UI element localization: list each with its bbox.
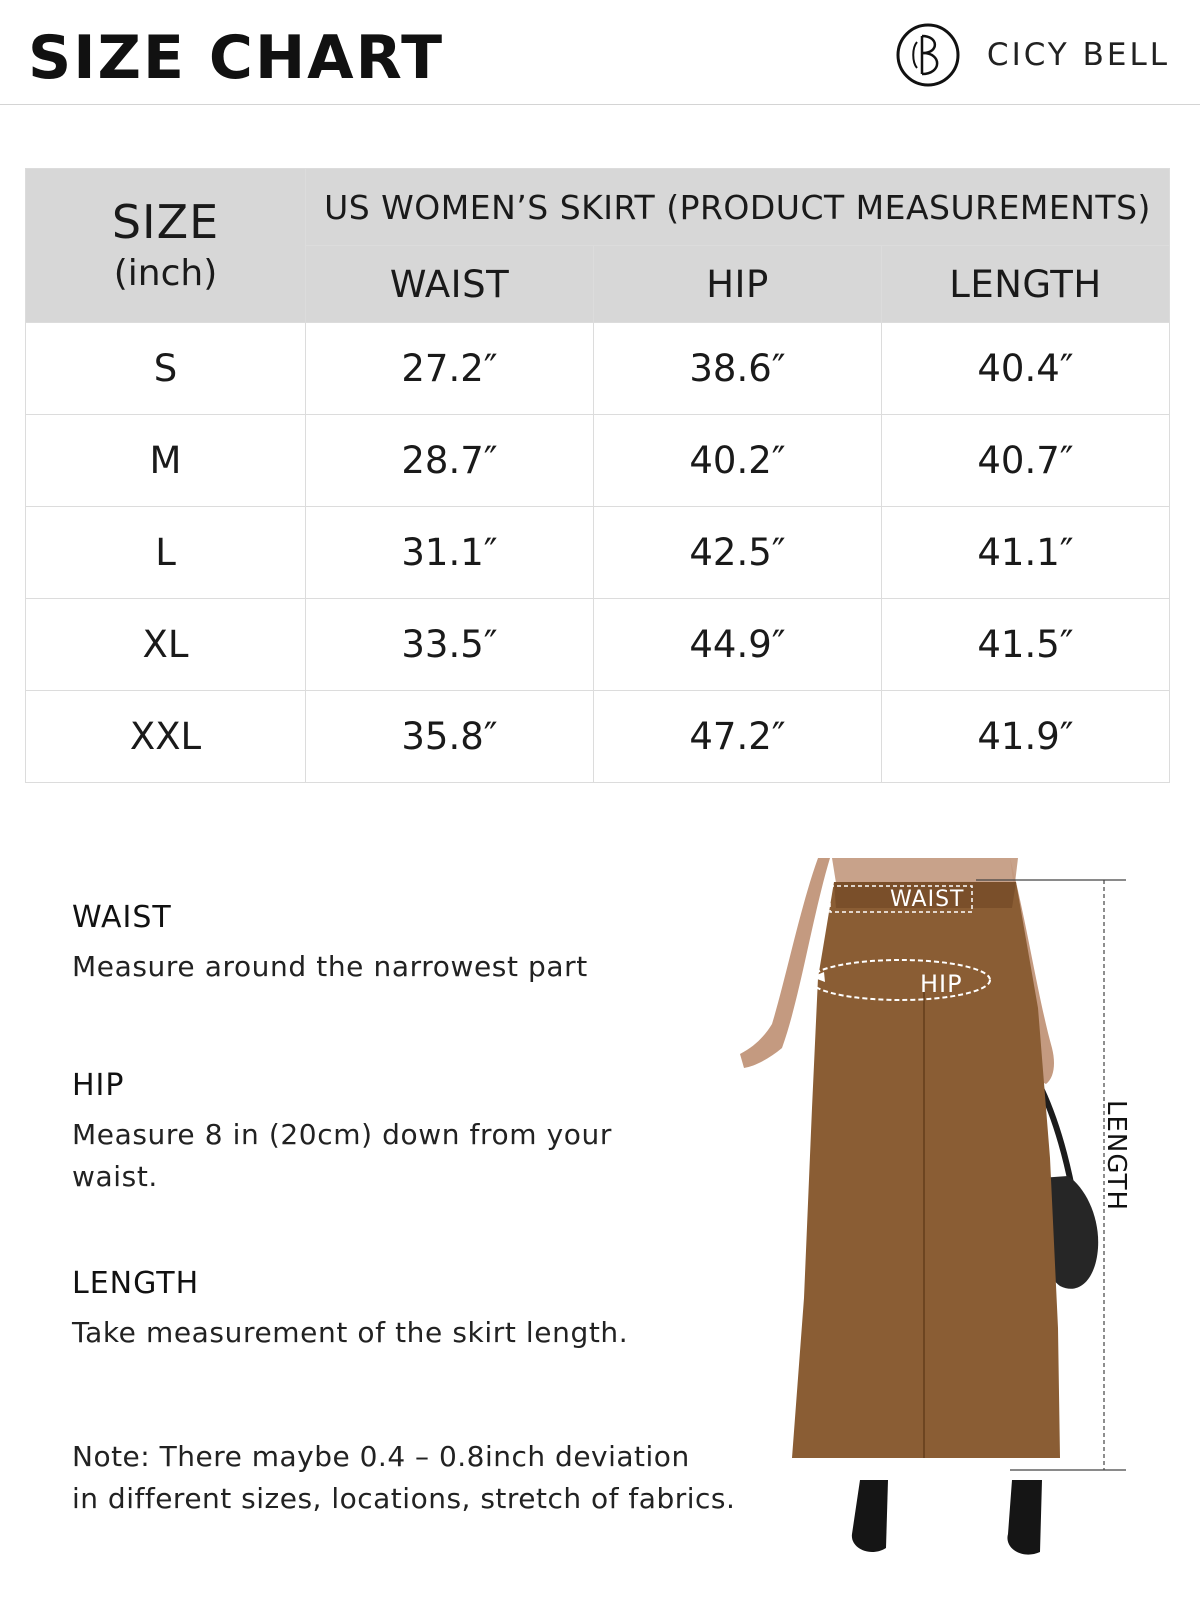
note-line-1: Note: There maybe 0.4 – 0.8inch deviation <box>72 1440 690 1473</box>
length-cell: 41.1″ <box>882 507 1170 599</box>
hip-marker-label: HIP <box>920 970 963 998</box>
guide-hip-title: HIP <box>72 1068 125 1103</box>
length-cell: 41.9″ <box>882 691 1170 783</box>
guide-waist-title: WAIST <box>72 900 172 935</box>
size-cell: XL <box>26 599 306 691</box>
size-header-cell <box>26 169 306 323</box>
length-marker-label: LENGTH <box>1101 1100 1131 1212</box>
column-header-hip: HIP <box>594 246 882 323</box>
waist-cell: 31.1″ <box>306 507 594 599</box>
waist-cell: 27.2″ <box>306 323 594 415</box>
guide-hip <box>72 1066 732 1198</box>
column-header-length: LENGTH <box>882 246 1170 323</box>
page-title: SIZE CHART <box>28 23 445 93</box>
hip-cell: 44.9″ <box>594 599 882 691</box>
guide-length <box>72 1264 732 1354</box>
size-cell: S <box>26 323 306 415</box>
length-cell: 40.7″ <box>882 415 1170 507</box>
hip-cell: 42.5″ <box>594 507 882 599</box>
guide-hip-desc: Measure 8 in (20cm) down from your waist. <box>72 1118 612 1193</box>
column-header-waist: WAIST <box>306 246 594 323</box>
waist-cell: 28.7″ <box>306 415 594 507</box>
header <box>0 0 1200 105</box>
size-label: SIZE <box>111 194 220 249</box>
length-cell: 40.4″ <box>882 323 1170 415</box>
table-row <box>26 599 1170 691</box>
deviation-note <box>72 1436 772 1520</box>
brand-name: CICY BELL <box>986 37 1170 73</box>
guide-length-title: LENGTH <box>72 1266 200 1301</box>
guide-length-desc: Take measurement of the skirt length. <box>72 1316 629 1349</box>
hip-cell: 40.2″ <box>594 415 882 507</box>
table-row <box>26 691 1170 783</box>
size-cell: L <box>26 507 306 599</box>
hip-cell: 38.6″ <box>594 323 882 415</box>
group-header: US WOMEN’S SKIRT (PRODUCT MEASUREMENTS) <box>306 169 1170 246</box>
waist-cell: 33.5″ <box>306 599 594 691</box>
guide-waist <box>72 898 732 988</box>
waist-cell: 35.8″ <box>306 691 594 783</box>
note-line-2: in different sizes, locations, stretch of fabrics. <box>72 1482 736 1515</box>
table-row <box>26 323 1170 415</box>
waist-marker-label: WAIST <box>890 887 965 912</box>
size-table <box>25 168 1170 783</box>
table-row <box>26 507 1170 599</box>
guide-waist-desc: Measure around the narrowest part <box>72 950 588 983</box>
table-row <box>26 415 1170 507</box>
size-cell: XXL <box>26 691 306 783</box>
skirt <box>792 882 1060 1458</box>
right-shoe <box>1007 1480 1042 1555</box>
skirt-model-figure <box>700 858 1180 1578</box>
unit-label: (inch) <box>113 252 218 294</box>
brand <box>895 22 1170 88</box>
size-cell: M <box>26 415 306 507</box>
left-shoe <box>852 1480 888 1552</box>
brand-logo-icon <box>895 22 961 88</box>
length-cell: 41.5″ <box>882 599 1170 691</box>
hip-cell: 47.2″ <box>594 691 882 783</box>
